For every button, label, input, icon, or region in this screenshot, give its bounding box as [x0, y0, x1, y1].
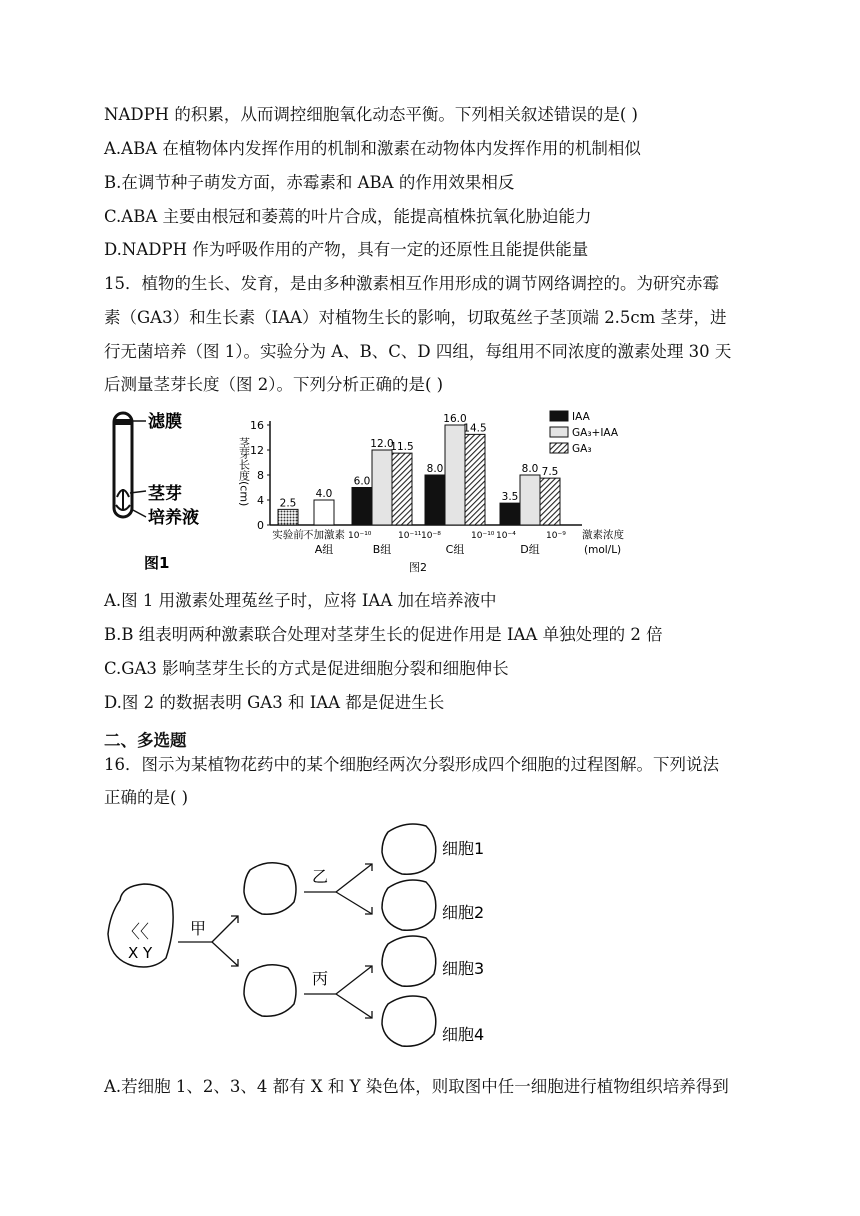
fig1-label-medium: 培养液: [148, 508, 199, 528]
group-sublabel: 不加激素: [303, 529, 345, 541]
q16-option-a: A.若细胞 1、2、3、4 都有 X 和 Y 染色体，则取图中任一细胞进行植物组织培养得到: [104, 1077, 729, 1096]
y-tick-label: 12: [250, 444, 264, 457]
parent-chromosomes: 〈〈: [122, 922, 149, 943]
q14-stem-line: NADPH 的积累，从而调控细胞氧化动态平衡。下列相关叙述错误的是( ): [104, 105, 638, 124]
step-label-jia: 甲: [190, 919, 207, 938]
fig1-caption: 图1: [144, 554, 170, 572]
daughter-cell-2: [382, 880, 436, 930]
x-axis-label: 激素浓度: [582, 529, 624, 541]
chart-caption: 图2: [409, 561, 427, 574]
data-label: 12.0: [370, 438, 394, 450]
data-label: 16.0: [443, 413, 467, 425]
group-label: B组: [372, 543, 392, 556]
conc-label: 10⁻⁹: [546, 531, 566, 541]
data-label: 2.5: [279, 497, 297, 510]
data-label: 8.0: [521, 463, 539, 475]
daughter-cell-3: [382, 936, 436, 986]
daughter-cell-1: [382, 824, 436, 874]
legend-label: GA₃+IAA: [572, 427, 619, 439]
group-sublabel: 实验前: [272, 529, 304, 541]
conc-label: 10⁻⁴: [496, 531, 516, 541]
group-label: D组: [520, 543, 540, 556]
intermediate-cell-1: [244, 863, 296, 914]
conc-label: 10⁻¹⁰: [471, 531, 495, 541]
conc-label: 10⁻⁸: [421, 531, 441, 541]
figure-1: [104, 405, 244, 580]
conc-label: 10⁻¹¹: [398, 531, 422, 541]
data-label: 14.5: [463, 422, 487, 435]
bar: [540, 478, 560, 525]
q15-stem-line-4: 后测量茎芽长度（图 2）。下列分析正确的是( ): [104, 375, 444, 394]
q15-option-c: C.GA3 影响茎芽生长的方式是促进细胞分裂和细胞伸长: [104, 659, 509, 678]
y-tick-label: 0: [257, 519, 264, 532]
q15-stem-line-1: 15．植物的生长、发育，是由多种激素相互作用形成的调节网络调控的。为研究赤霉: [104, 274, 719, 293]
bar: [352, 488, 372, 526]
q15-stem-line-2: 素（GA3）和生长素（IAA）对植物生长的影响，切取菟丝子茎顶端 2.5cm 茎芽，进: [104, 308, 727, 327]
conc-label: 10⁻¹⁰: [348, 531, 372, 541]
data-label: 3.5: [501, 491, 519, 504]
legend-swatch: [550, 411, 568, 421]
legend-label: IAA: [572, 411, 590, 423]
daughter-label-3: 细胞3: [442, 959, 485, 978]
q14-option-a: A.ABA 在植物体内发挥作用的机制和激素在动物体内发挥作用的机制相似: [104, 139, 641, 158]
data-label: 8.0: [426, 463, 444, 475]
legend-label: GA₃: [572, 443, 592, 455]
bar: [392, 453, 412, 525]
daughter-cell-4: [382, 996, 436, 1046]
group-label: A组: [314, 543, 334, 556]
data-label: 4.0: [315, 488, 333, 500]
group-label: C组: [445, 543, 465, 556]
bar: [445, 425, 465, 525]
data-label: 11.5: [390, 441, 414, 454]
bar: [278, 509, 298, 525]
bar: [372, 450, 392, 525]
q16-stem-line-2: 正确的是( ): [104, 788, 189, 807]
daughter-label-4: 细胞4: [442, 1025, 485, 1044]
legend-swatch: [550, 443, 568, 453]
cell-division-diagram: [100, 818, 520, 1058]
data-label: 6.0: [353, 475, 371, 488]
q15-stem-line-3: 行无菌培养（图 1）。实验分为 A、B、C、D 四组，每组用不同浓度的激素处理 30 天: [104, 342, 732, 361]
bar: [520, 475, 540, 525]
step-label-yi: 乙: [312, 867, 329, 886]
bar: [465, 434, 485, 525]
fig1-label-bud: 茎芽: [148, 484, 182, 504]
daughter-label-2: 细胞2: [442, 903, 485, 922]
legend-swatch: [550, 427, 568, 437]
data-label: 7.5: [541, 466, 559, 479]
y-tick-label: 16: [250, 419, 264, 432]
y-axis-label: 茎芽长度(cm): [237, 437, 251, 507]
intermediate-cell-2: [244, 965, 296, 1016]
y-tick-label: 8: [257, 469, 264, 482]
x-axis-unit: (mol/L): [584, 544, 622, 556]
daughter-label-1: 细胞1: [442, 839, 485, 858]
q15-option-b: B.B 组表明两种激素联合处理对茎芽生长的促进作用是 IAA 单独处理的 2 倍: [104, 625, 663, 644]
bar: [500, 503, 520, 525]
fig1-label-film: 滤膜: [148, 412, 182, 432]
q16-stem-line-1: 16．图示为某植物花药中的某个细胞经两次分裂形成四个细胞的过程图解。下列说法: [104, 755, 719, 774]
figure-2-bar-chart: [232, 405, 672, 580]
q14-option-b: B.在调节种子萌发方面，赤霉素和 ABA 的作用效果相反: [104, 173, 515, 192]
q15-option-d: D.图 2 的数据表明 GA3 和 IAA 都是促进生长: [104, 693, 445, 712]
bar: [425, 475, 445, 525]
q15-option-a: A.图 1 用激素处理菟丝子时，应将 IAA 加在培养液中: [104, 591, 497, 610]
step-label-bing: 丙: [312, 969, 329, 988]
q14-option-c: C.ABA 主要由根冠和萎蔫的叶片合成，能提高植株抗氧化胁迫能力: [104, 207, 592, 226]
y-tick-label: 4: [257, 494, 264, 507]
section-title: 二、多选题: [104, 731, 187, 750]
q14-option-d: D.NADPH 作为呼吸作用的产物，具有一定的还原性且能提供能量: [104, 240, 589, 259]
bar: [314, 500, 334, 525]
parent-xy-label: X Y: [128, 944, 153, 962]
